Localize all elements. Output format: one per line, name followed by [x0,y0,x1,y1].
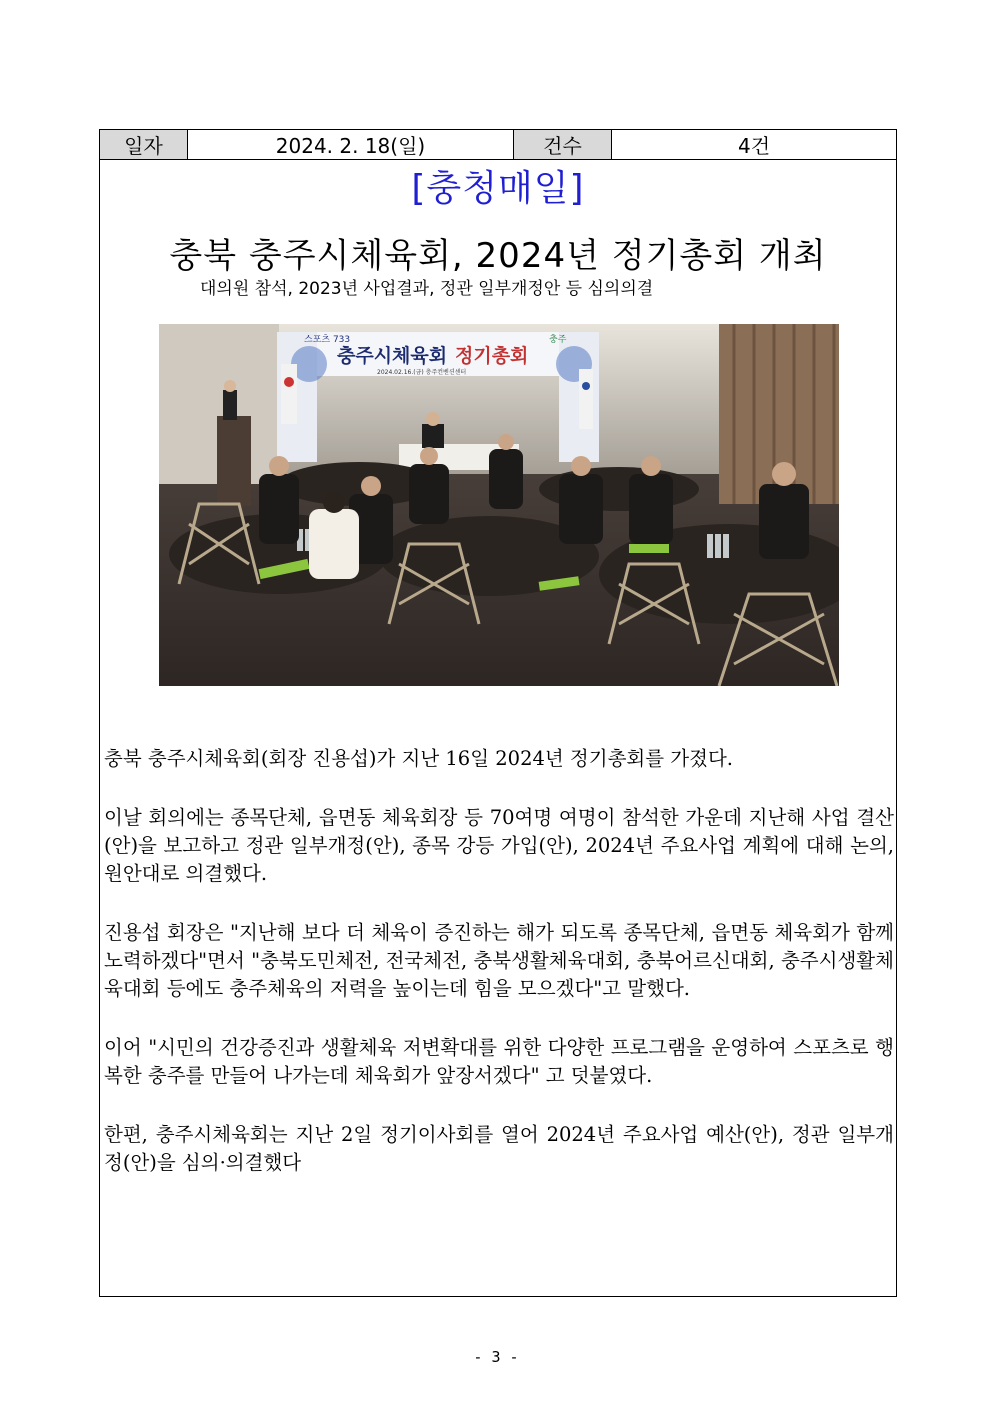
info-header-row [100,130,896,160]
article-body [104,745,894,1208]
date-value: 2024. 2. 18(일) [188,130,514,159]
banner-logo-right: 충주 [549,335,567,345]
banner-title-accent: 정기총회 [455,345,529,367]
article-paragraph: 진용섭 회장은 "지난해 보다 더 체육이 증진하는 해가 되도록 종목단체, 읍면동 체육회가 함께 노력하겠다"면서 "충북도민체전, 전국체전, 충북생활체육대회, 충북어르신대회, 충주시생활체육대회 등에도 충주체육의 저력을 높이는데 힘을 모으겠다"고 말했다. [104,921,894,1000]
banner-logo-left: 스포츠 733 [304,335,351,345]
count-value: 4건 [737,134,771,158]
banner-subtitle: 2024.02.16.(금) 충주컨벤션센터 [377,369,467,376]
article-headline: 충북 충주시체육회, 2024년 정기총회 개최 [169,236,827,276]
date-label: 일자 [100,130,188,159]
article-paragraph: 한편, 충주시체육회는 지난 2일 정기이사회를 열어 2024년 주요사업 예산(안), 정관 일부개정(안)을 심의·의결했다 [104,1123,894,1174]
page-number: - 3 - [473,1348,519,1366]
count-label: 건수 [514,130,612,159]
article-paragraph: 충북 충주시체육회(회장 진용섭)가 지난 16일 2024년 정기총회를 가졌다. [104,747,734,770]
article-photo [159,324,839,686]
article-paragraph: 이날 회의에는 종목단체, 읍면동 체육회장 등 70여명 여명이 참석한 가운데 지난해 사업 결산(안)을 보고하고 정관 일부개정(안), 종목 강등 가입(안), 2024년 주요사업 계획에 대해 논의, 원안대로 의결했다. [104,806,894,885]
banner-title: 충주시체육회 [337,345,448,367]
article-subheadline: 대의원 참석, 2023년 사업결과, 정관 일부개정안 등 심의의결 [200,279,654,299]
newspaper-source: [충청매일] [411,168,585,209]
article-paragraph: 이어 "시민의 건강증진과 생활체육 저변확대를 위한 다양한 프로그램을 운영하여 스포츠로 행복한 충주를 만들어 나가는데 체육회가 앞장서겠다" 고 덧붙였다. [104,1036,894,1087]
article-frame [99,129,897,1297]
